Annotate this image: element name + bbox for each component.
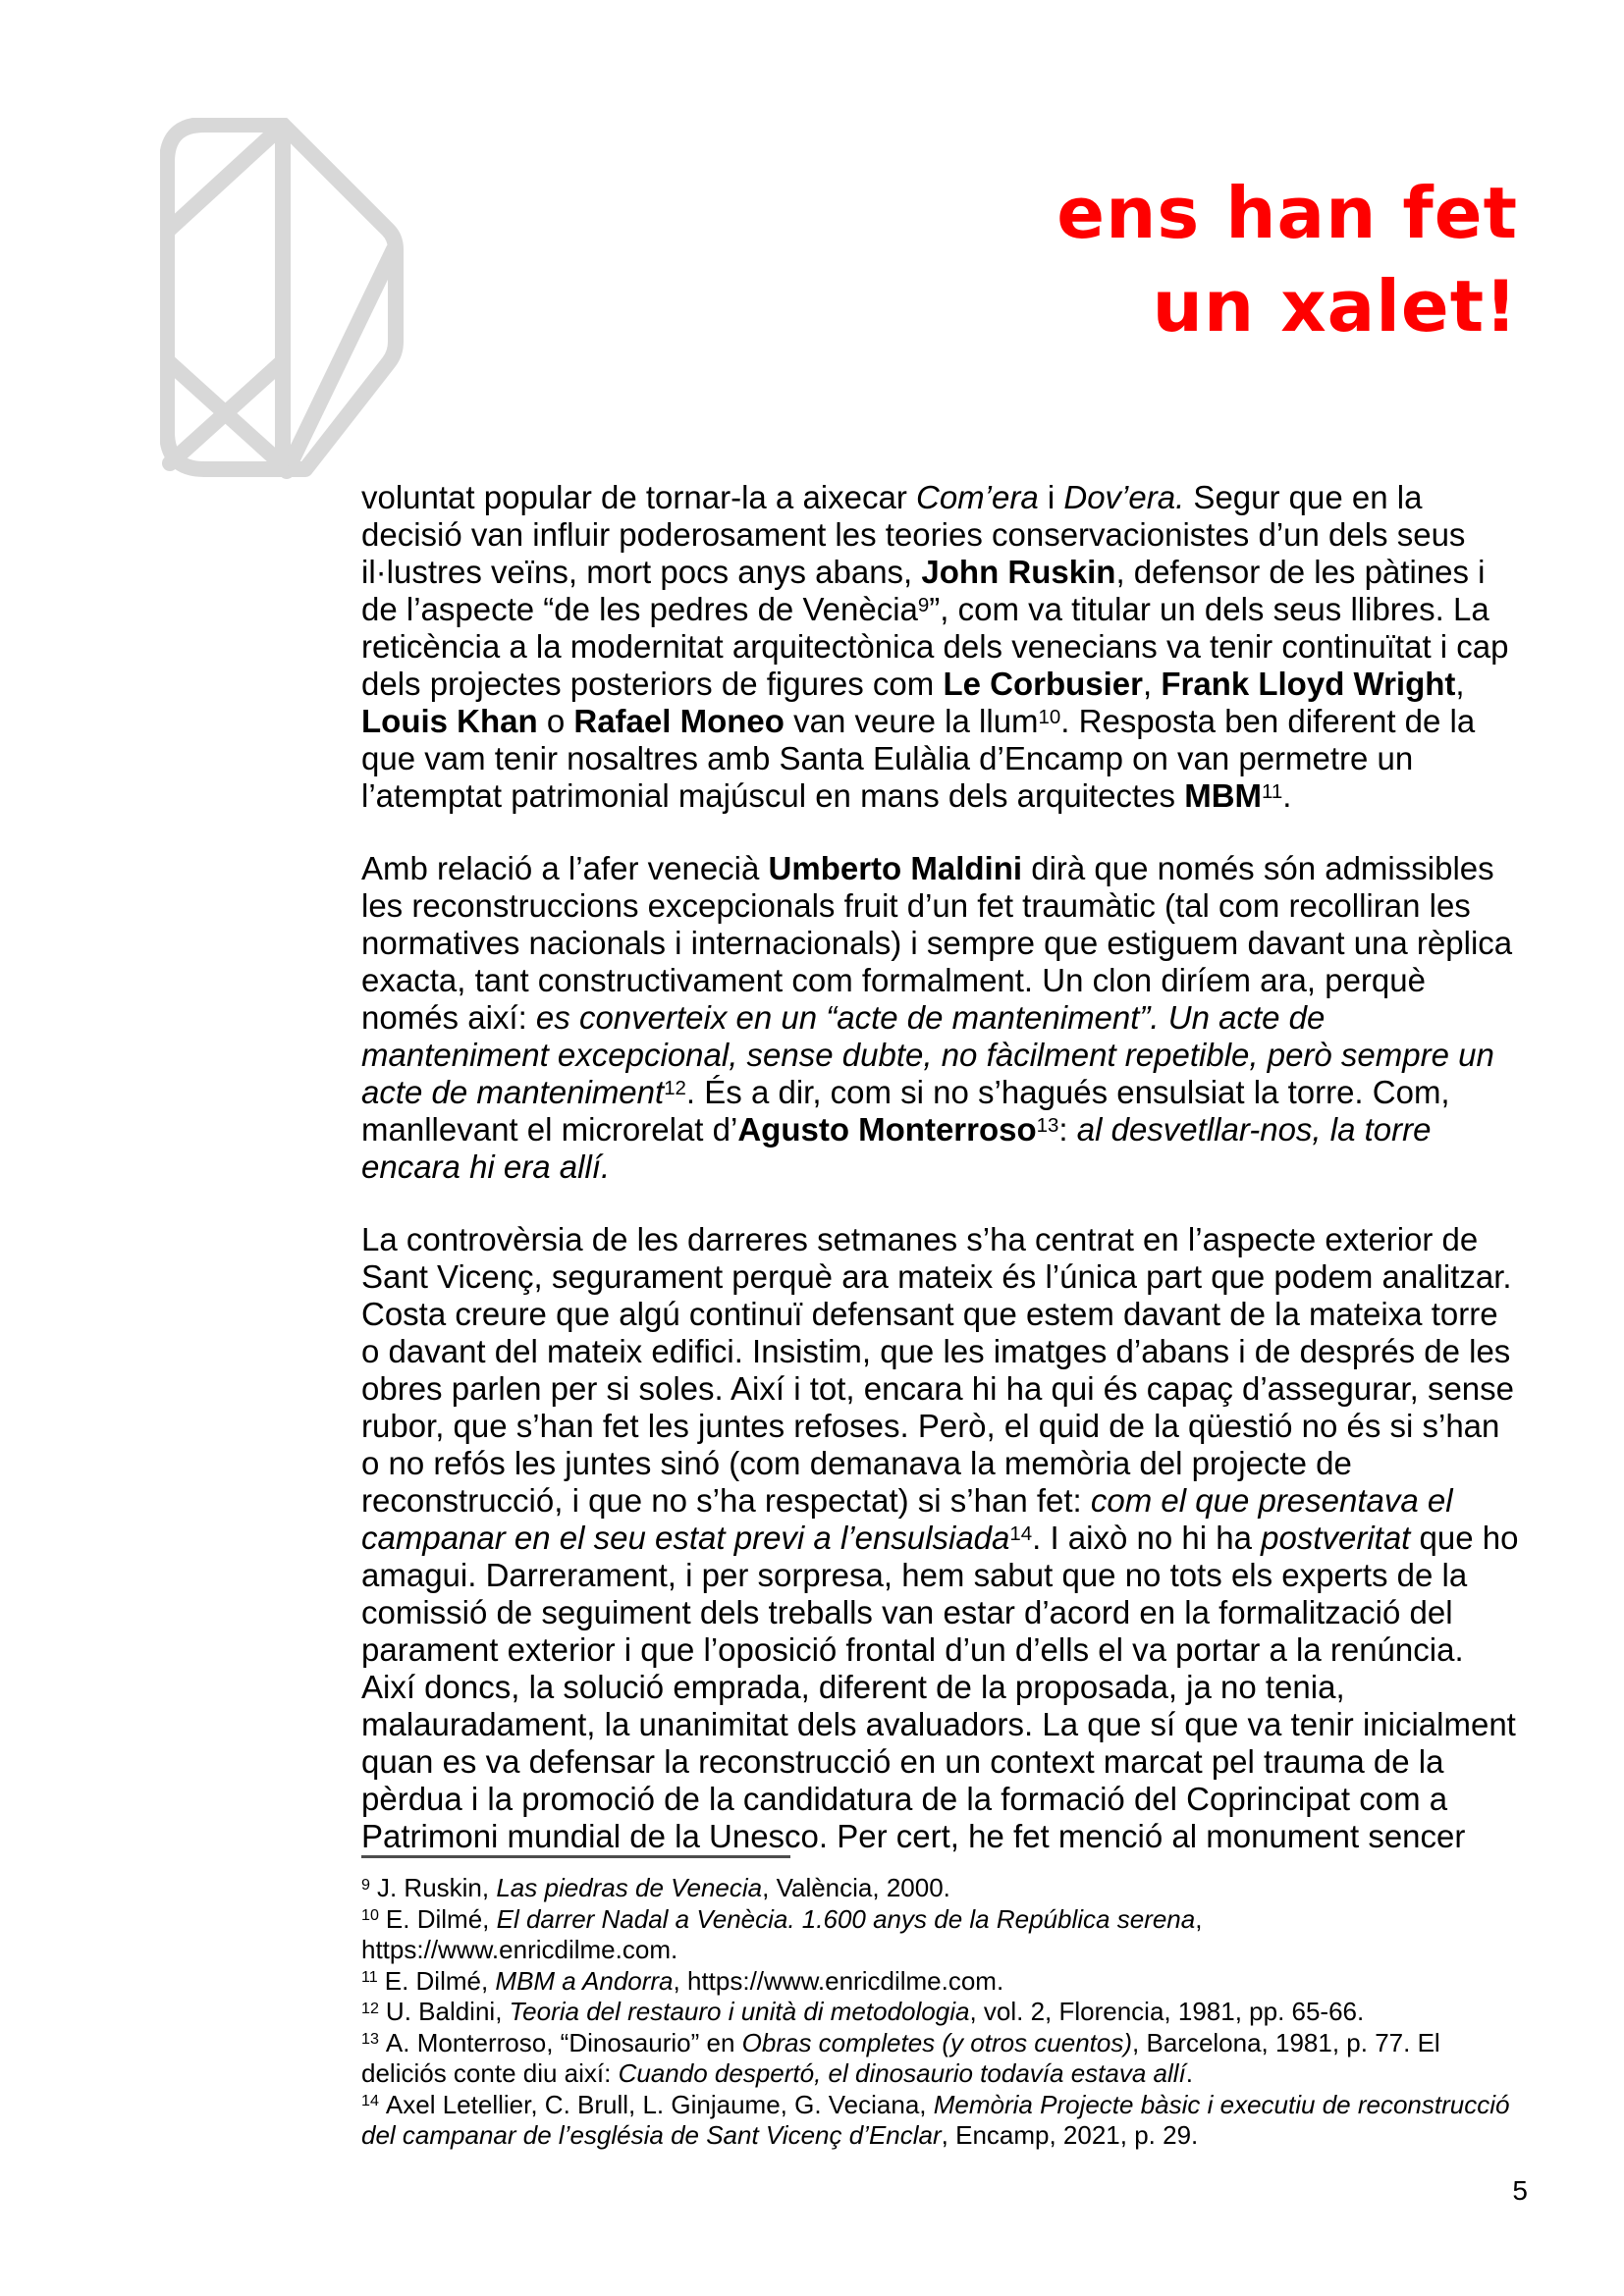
- page-number: 5: [1512, 2175, 1528, 2206]
- body-paragraph: voluntat popular de tornar-la a aixecar Com’era i Dov’era. Segur que en la decisió van influir poderosament les teories conservacionistes d’un dels seus il·lustres veïns, mort pocs anys abans, John Ruskin, defensor de les pàtines i de l’aspecte “de les pedres de Venècia$^9$”, com va titular un dels seus llibres. La reticència a la modernitat arquitectònica dels venecians va tenir continuïtat i cap dels projectes posteriors de figures com Le Corbusier, Frank Lloyd Wright, Louis Khan o Rafael Moneo van veure la llum$^{10}$. Resposta ben diferent de la que vam tenir nosaltres amb Santa Eulàlia d’Encamp on van permetre un l’atemptat patrimonial majúscul en mans dels arquitectes MBM$^{11}$.: [361, 479, 1509, 814]
- footnote-number: 11: [361, 1968, 378, 1987]
- footnote-item: $^{13}$ A. Monterroso, “Dinosaurio” en Obras completes (y otros cuentos), Barcelona, 1981, p. 77. El deliciós conte diu així: Cuando despertó, el dinosaurio todavía estava allí.: [361, 2027, 1440, 2088]
- footnotes: [361, 1873, 1520, 2152]
- footnote-separator: [361, 1855, 790, 1858]
- footnote-number: 14: [361, 2092, 379, 2110]
- footnote-item: $^{12}$ U. Baldini, Teoria del restauro i unità di metodologia, vol. 2, Florencia, 1981, pp. 65-66.: [361, 1997, 1365, 2026]
- page-title: [361, 167, 1518, 353]
- page-title-line-1: ens han fet: [1056, 172, 1518, 254]
- footnote-item: $^{11}$ E. Dilmé, MBM a Andorra, https://www.enricdilme.com.: [361, 1965, 1004, 1996]
- body-paragraph: La controvèrsia de les darreres setmanes s’ha centrat en l’aspecte exterior de Sant Vicenç, segurament perquè ara mateix és l’única part que podem analitzar. Costa creure que algú continuï defensant que estem davant de la mateixa torre o davant del mateix edifici. Insistim, que les imatges d’abans i de després de les obres parlen per si soles. Així i tot, encara hi ha qui és capaç d’assegurar, sense rubor, que s’han fet les juntes refoses. Però, el quid de la qüestió no és si s’han o no refós les juntes sinó (com demanava la memòria del projecte de reconstrucció, i que no s’ha respectat) si s’han fet: com el que presentava el campanar en el seu estat previ a l’ensulsiada$^{14}$. I això no hi ha postveritat que ho amagui. Darrerament, i per sorpresa, hem sabut que no tots els experts de la comissió de seguiment dels treballs van estar d’acord en la formalització del parament exterior i que l’oposició frontal d’un d’ells el va portar a la renúncia. Així doncs, la solució emprada, diferent de la proposada, ja no tenia, malauradament, la unanimitat dels avaluadors. La que sí que va tenir inicialment quan es va defensar la reconstrucció en un context marcat pel trauma de la pèrdua i la promoció de la candidatura de la formació del Coprincipat com a Patrimoni mundial de la Unesco. Per cert, he fet menció al monument sencer: [361, 1221, 1519, 1854]
- footnote-number: 9: [361, 1875, 370, 1894]
- footnote-item: $^9$ J. Ruskin, Las piedras de Venecia, València, 2000.: [361, 1873, 950, 1902]
- footnote-number: 10: [361, 1906, 379, 1925]
- body-paragraph: Amb relació a l’afer venecià Umberto Maldini dirà que només són admissibles les reconstruccions excepcionals fruit d’un fet traumàtic (tal com recolliran les normatives nacionals i internacionals) i sempre que estiguem davant una rèplica exacta, tant constructivament com formalment. Un clon diríem ara, perquè només així: es converteix en un “acte de manteniment”. Un acte de manteniment excepcional, sense dubte, no fàcilment repetible, però sempre un acte de manteniment$^{12}$. És a dir, com si no s’hagués ensulsiat la torre. Com, manllevant el microrelat d’Agusto Monterroso$^{13}$: al desvetllar-nos, la torre encara hi era allí.: [361, 850, 1513, 1185]
- body-text: [361, 479, 1520, 1855]
- footnote-item: $^{14}$ Axel Letellier, C. Brull, L. Ginjaume, G. Veciana, Memòria Projecte bàsic i executiu de reconstrucció del campanar de l’església de Sant Vicenç d’Enclar, Encamp, 2021, p. 29.: [361, 2089, 1510, 2150]
- page-title-line-2: un xalet!: [1152, 265, 1518, 347]
- footnote-number: 12: [361, 1999, 379, 2017]
- footnote-item: $^{10}$ E. Dilmé, El darrer Nadal a Venècia. 1.600 anys de la República serena, https://www.enricdilme.com.: [361, 1903, 1203, 1964]
- footnote-number: 13: [361, 2030, 379, 2049]
